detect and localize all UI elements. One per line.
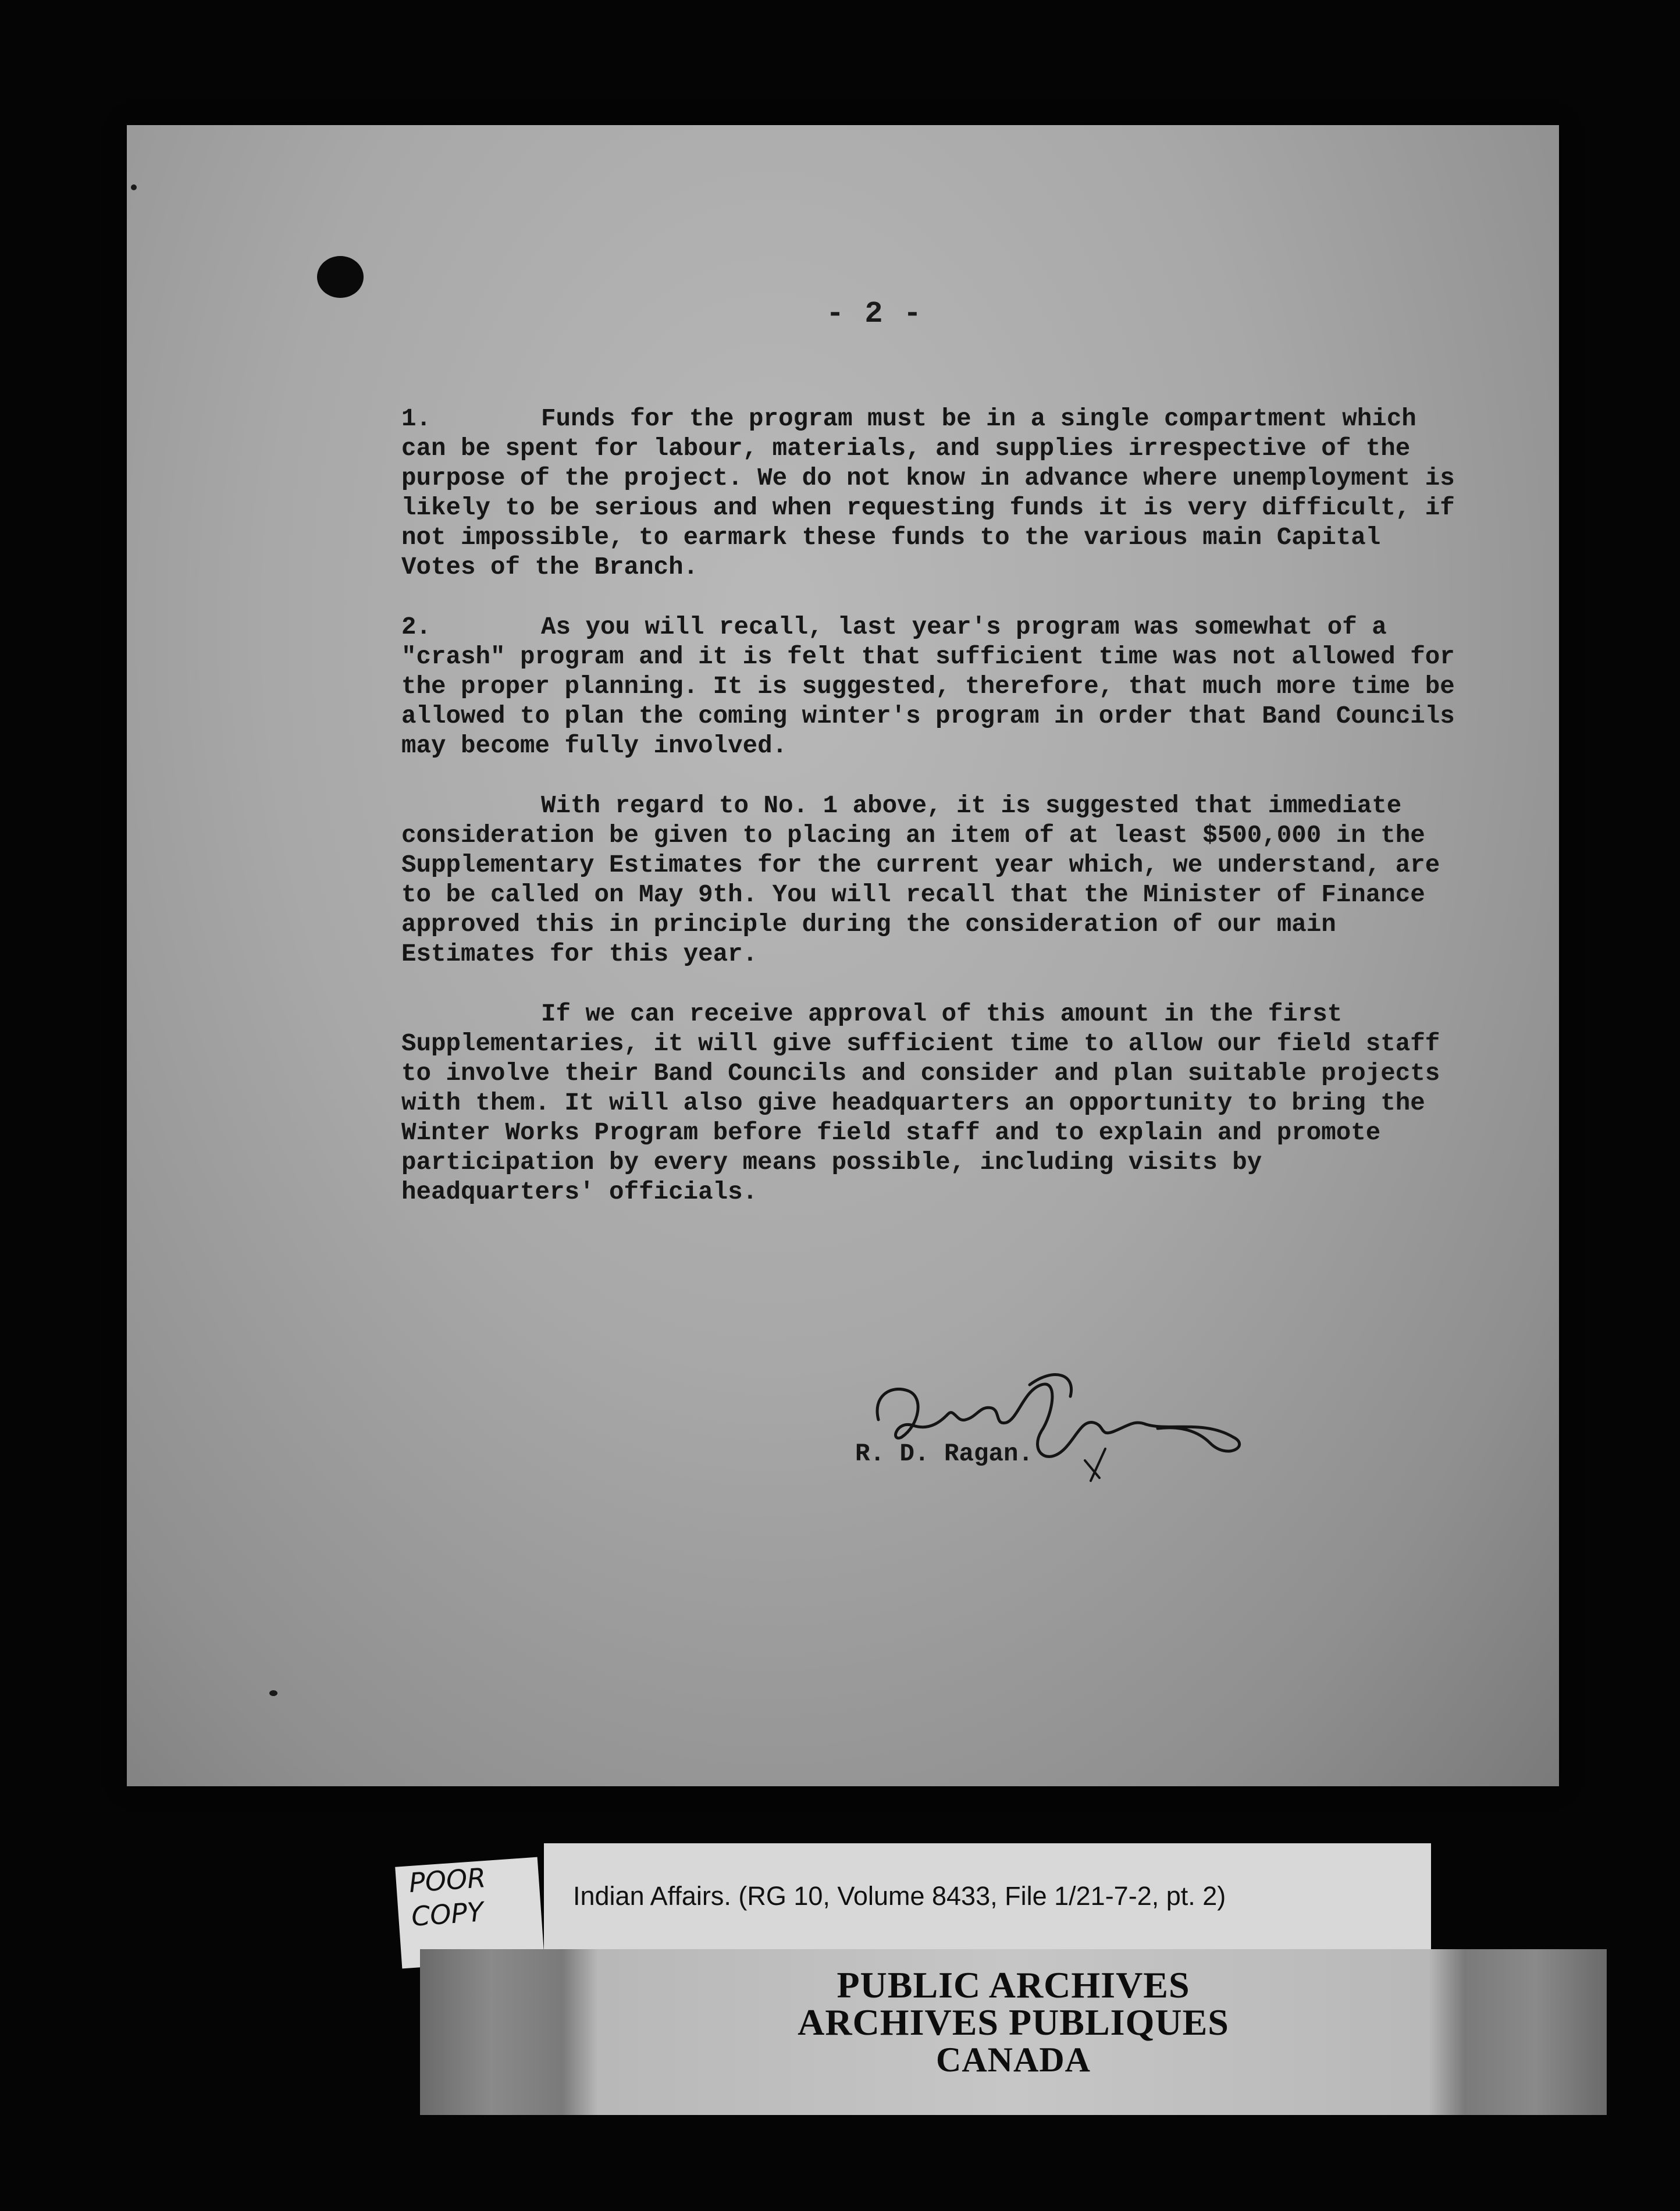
paragraph-number: 2. bbox=[401, 613, 432, 641]
paragraph-text: Funds for the program must be in a single compartment which can be spent for labour, materials, and supplies irrespective of the purpose of the project. We do not know in advance where unemployment is likely to be serious and when requesting funds it is very difficult, if not impossible, to earmark these funds to the various main Capital Votes of the Branch. bbox=[401, 405, 1455, 581]
page-number: - 2 - bbox=[826, 297, 923, 331]
paper-speck bbox=[131, 184, 137, 190]
paragraph-text: If we can receive approval of this amount in the first Supplementaries, it will give sufficient time to allow our field staff to involve their Band Councils and consider and plan suitable projects with them. It will also give headquarters an opportunity to bring the Winter Works Program before field staff and to explain and promote participation by every means possible, including visits by headquarters' officials. bbox=[401, 1000, 1440, 1206]
stamp-line: PUBLIC ARCHIVES bbox=[837, 1964, 1190, 2006]
signer-name: R. D. Ragan. bbox=[855, 1440, 1034, 1468]
paragraph-3 bbox=[401, 791, 1466, 969]
paragraph-text: With regard to No. 1 above, it is suggested that immediate consideration be given to placing an item of at least $500,000 in the Supplementary Estimates for the current year which, we understand, are to be called on May 9th. You will recall that the Minister of Finance approved this in principle during the consideration of our main Estimates for this year. bbox=[401, 792, 1440, 968]
archive-reference-card bbox=[544, 1843, 1431, 1960]
paragraph-4 bbox=[401, 1000, 1466, 1207]
paragraph-text: As you will recall, last year's program was somewhat of a "crash" program and it is felt that sufficient time was not allowed for the proper planning. It is suggested, therefore, that much more time be allowed to plan the coming winter's program in order that Band Councils may become fully involved. bbox=[401, 613, 1455, 760]
archives-stamp bbox=[420, 1949, 1607, 2115]
poor-copy-line: POOR bbox=[408, 1862, 487, 1899]
stamp-line: CANADA bbox=[936, 2041, 1091, 2079]
paragraph-1 bbox=[401, 404, 1466, 582]
hole-punch-mark bbox=[317, 256, 364, 298]
letter-body bbox=[401, 404, 1466, 1238]
stamp-line: ARCHIVES PUBLIQUES bbox=[798, 2002, 1229, 2043]
paragraph-number: 1. bbox=[401, 405, 432, 433]
archives-stamp-text bbox=[420, 1964, 1607, 2079]
poor-copy-line: COPY bbox=[410, 1896, 485, 1932]
archive-reference: Indian Affairs. (RG 10, Volume 8433, File 1/21-7-2, pt. 2) bbox=[573, 1881, 1226, 1911]
paper-speck bbox=[269, 1690, 277, 1696]
paragraph-2 bbox=[401, 613, 1466, 761]
